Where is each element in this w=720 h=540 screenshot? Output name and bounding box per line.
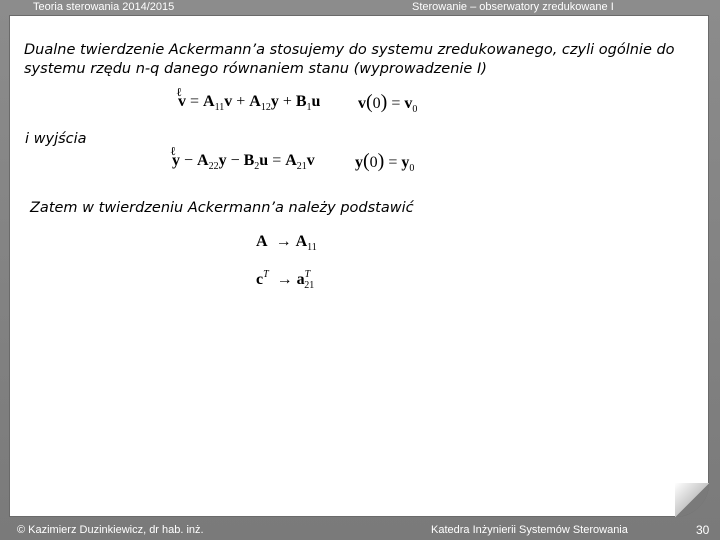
page-number: 30: [696, 523, 710, 537]
paragraph-line-2: systemu rzędu n-q danego równaniem stanu (wyprowadzenie I): [24, 61, 487, 77]
department-name: Katedra Inżynierii Systemów Sterowania: [431, 524, 628, 536]
slide-footer: [0, 520, 720, 540]
substitution-A: $A \to A_{11}$: [256, 233, 317, 253]
author-credit: © Kazimierz Duzinkiewicz, dr hab. inż.: [17, 524, 204, 536]
page-curl-decoration: [675, 483, 709, 517]
slide-topic: Sterowanie – obserwatory zredukowane I: [412, 1, 614, 13]
substitution-c: $c^T \to a^T_{21}$: [256, 269, 315, 291]
paragraph-line-3: i wyjścia: [25, 131, 87, 147]
paragraph-line-4: Zatem w twierdzeniu Ackermann’a należy podstawić: [30, 200, 414, 216]
state-equation: ℓ $v = A_{11}v + A_{12}y + B_1u$: [178, 92, 320, 118]
course-title: Teoria sterowania 2014/2015: [33, 1, 175, 13]
paragraph-line-1: Dualne twierdzenie Ackermann’a stosujemy do systemu zredukowanego, czyli ogólnie do: [24, 42, 675, 58]
state-initial-condition: $v(0) = v_0$: [358, 91, 418, 115]
slide-header: [0, 0, 720, 14]
output-equation: ℓ $y - A_{22}y - B_2u = A_{21}v$: [172, 151, 315, 177]
output-initial-condition: $y(0) = y_0$: [355, 150, 415, 174]
slide-content: [9, 15, 709, 517]
